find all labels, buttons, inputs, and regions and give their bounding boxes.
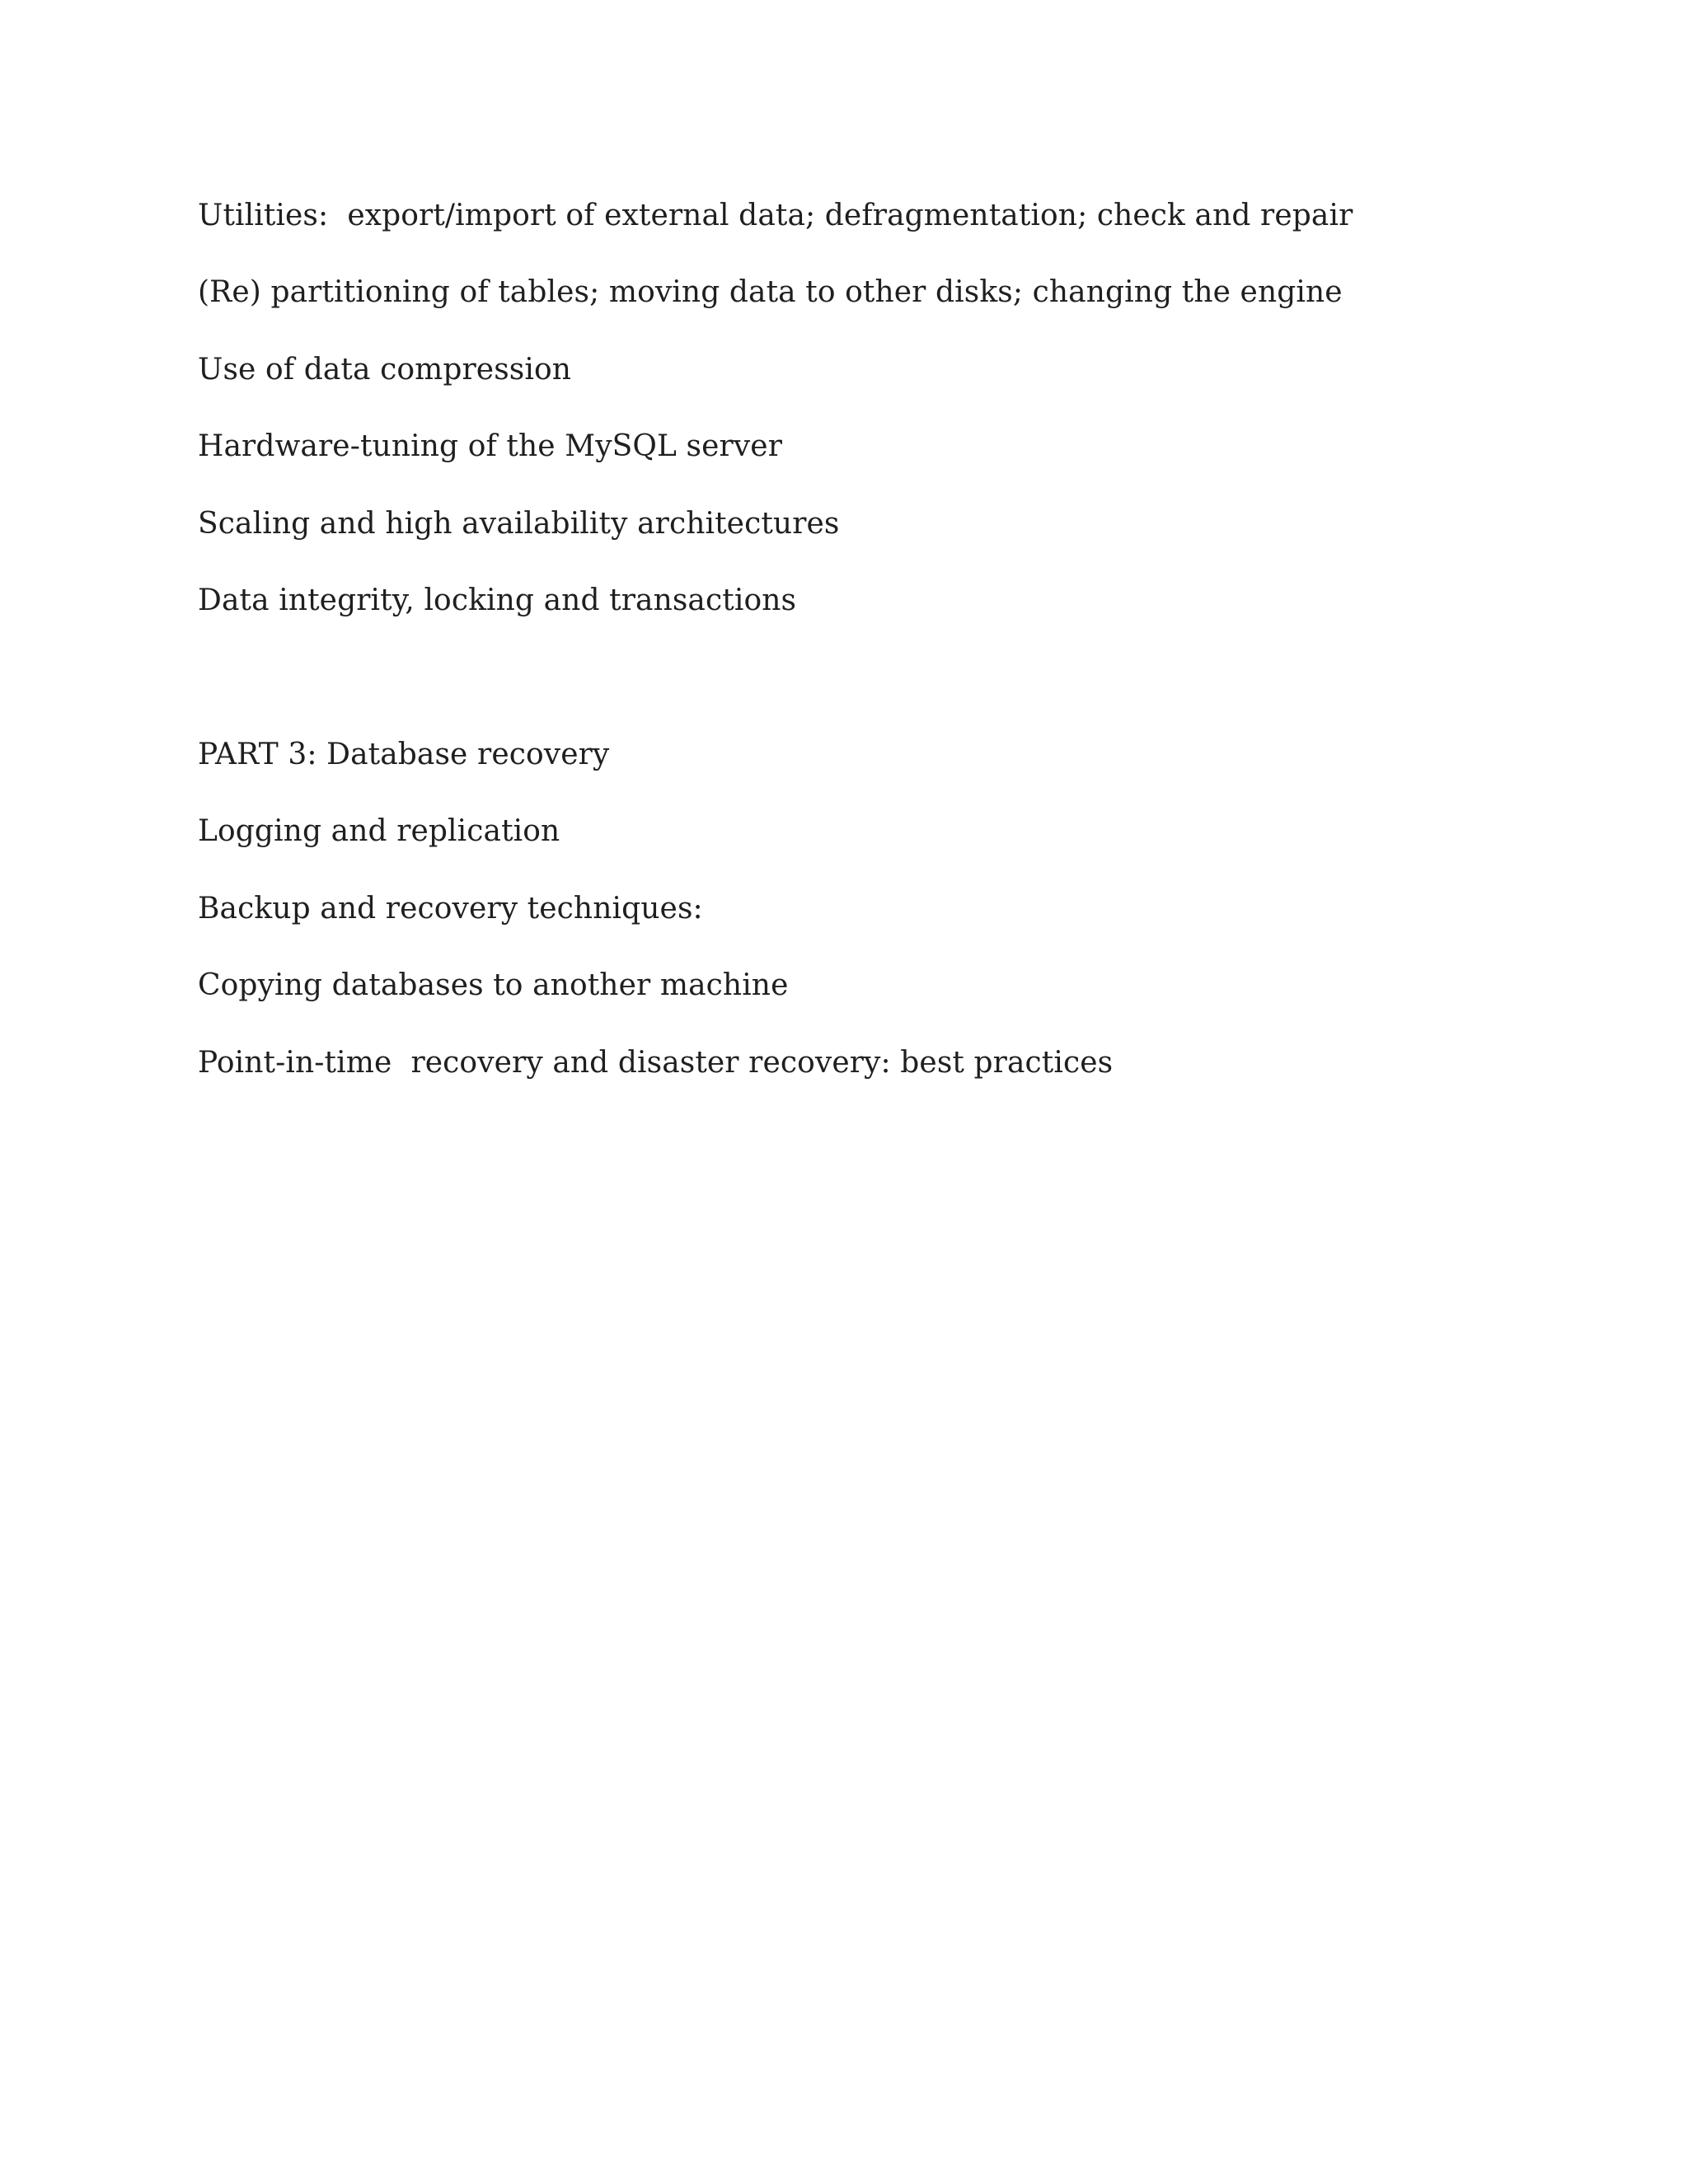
section-heading-part-3: PART 3: Database recovery bbox=[198, 738, 610, 771]
text-line-logging: Logging and replication bbox=[198, 814, 560, 848]
text-line-compression: Use of data compression bbox=[198, 353, 572, 387]
text-line-partitioning: (Re) partitioning of tables; moving data to other disks; changing the engine bbox=[198, 275, 1343, 309]
text-line-backup: Backup and recovery techniques: bbox=[198, 892, 703, 926]
text-line-scaling: Scaling and high availability architectures bbox=[198, 507, 840, 541]
text-line-utilities: Utilities: export/import of external data; defragmentation; check and repair bbox=[198, 199, 1353, 232]
text-line-point-in-time: Point-in-time recovery and disaster recovery: best practices bbox=[198, 1046, 1114, 1080]
text-line-copying: Copying databases to another machine bbox=[198, 968, 789, 1002]
text-line-hardware-tuning: Hardware-tuning of the MySQL server bbox=[198, 429, 782, 463]
text-line-data-integrity: Data integrity, locking and transactions bbox=[198, 583, 797, 617]
